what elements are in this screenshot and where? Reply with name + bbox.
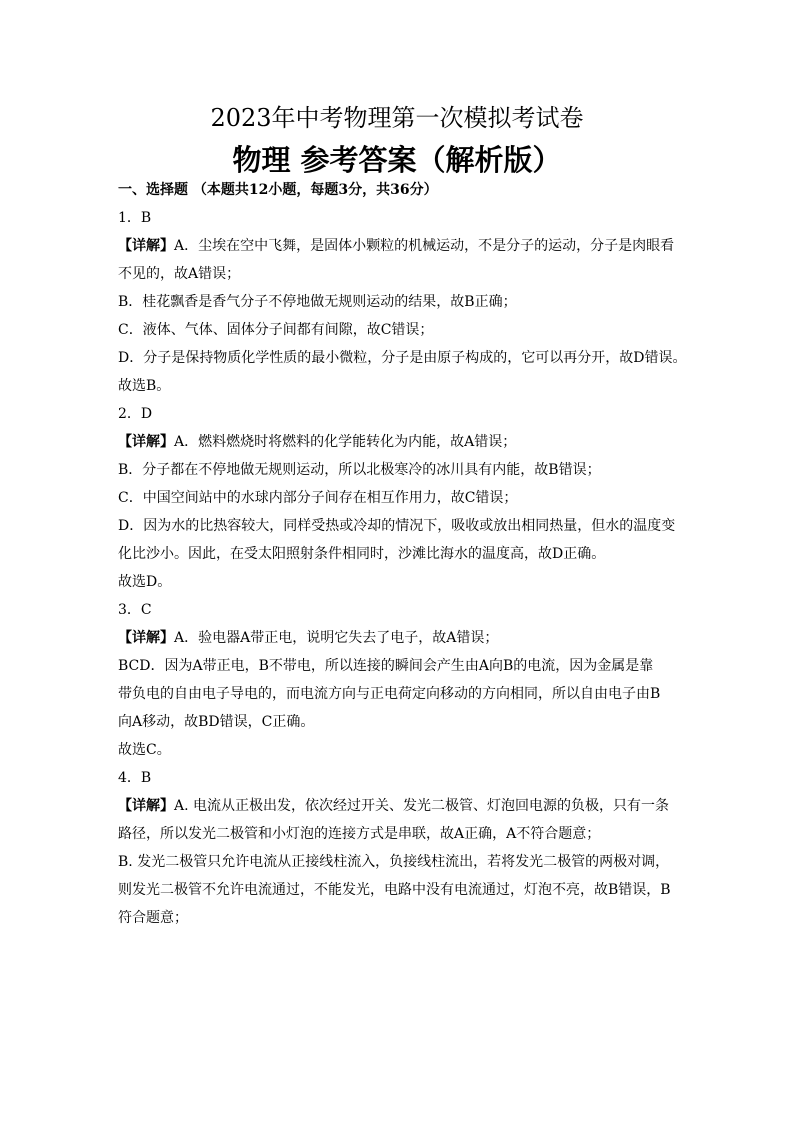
exam-title: 2023年中考物理第一次模拟考试卷	[210, 104, 584, 132]
explanation-line: 不见的，故A错误；	[118, 266, 241, 282]
answer-subtitle: 物理 参考答案（解析版）	[232, 143, 562, 177]
explanation-text: A．燃料燃烧时将燃料的化学能转化为内能，故A错误；	[174, 434, 517, 450]
explanation-line: 带负电的自由电子导电的，而电流方向与正电荷定向移动的方向相同，所以自由电子由B	[118, 686, 661, 702]
explanation-line: BCD．因为A带正电，B不带电，所以连接的瞬间会产生由A向B的电流，因为金属是靠	[118, 658, 654, 674]
explanation-line: 化比沙小。因此，在受太阳照射条件相同时，沙滩比海水的温度高，故D正确。	[118, 546, 606, 562]
explanation-line	[118, 628, 706, 648]
explanation-line: D．分子是保持物质化学性质的最小微粒，分子是由原子构成的，它可以再分开，故D错误。	[118, 350, 687, 366]
answer-content	[118, 180, 706, 936]
question-block-1	[118, 208, 706, 396]
explanation-text: A．尘埃在空中飞舞，是固体小颗粒的机械运动，不是分子的运动，分子是肉眼看	[174, 238, 675, 254]
question-answer: 2．D	[118, 406, 153, 422]
explanation-line: B．桂花飘香是香气分子不停地做无规则运动的结果，故B正确；	[118, 294, 517, 310]
detail-tag: 【详解】	[118, 630, 174, 646]
explanation-text: A. 电流从正极出发，依次经过开关、发光二极管、灯泡回电源的负极，只有一条	[174, 798, 670, 814]
conclusion-line: 故选B。	[118, 378, 171, 394]
explanation-line: C．中国空间站中的水球内部分子间存在相互作用力，故C错误；	[118, 490, 518, 506]
explanation-line: D．因为水的比热容较大，同样受热或冷却的情况下，吸收或放出相同热量，但水的温度变	[118, 518, 676, 534]
conclusion-line: 故选C。	[118, 742, 171, 758]
question-answer: 4．B	[118, 770, 152, 786]
explanation-text: A．验电器A带正电，说明它失去了电子，故A错误；	[174, 630, 499, 646]
explanation-line: C．液体、气体、固体分子间都有间隙，故C错误；	[118, 322, 434, 338]
explanation-line	[118, 432, 706, 452]
explanation-line: 则发光二极管不允许电流通过，不能发光，电路中没有电流通过，灯泡不亮，故B错误，B	[118, 882, 671, 898]
explanation-line: B．分子都在不停地做无规则运动，所以北极寒冷的冰川具有内能，故B错误；	[118, 462, 601, 478]
question-block-4	[118, 768, 706, 928]
conclusion-line: 故选D。	[118, 574, 172, 590]
question-answer: 3．C	[118, 602, 152, 618]
question-block-2	[118, 404, 706, 592]
detail-tag: 【详解】	[118, 238, 174, 254]
explanation-line	[118, 796, 706, 816]
explanation-line: 路径，所以发光二极管和小灯泡的连接方式是串联，故A正确，A不符合题意；	[118, 826, 601, 842]
explanation-line: 符合题意；	[118, 910, 188, 926]
question-answer: 1．B	[118, 210, 152, 226]
question-block-3	[118, 600, 706, 760]
detail-tag: 【详解】	[118, 434, 174, 450]
detail-tag: 【详解】	[118, 798, 174, 814]
explanation-line	[118, 236, 706, 256]
section-heading: 一、选择题 （本题共12小题，每题3分，共36分）	[118, 182, 438, 198]
explanation-line: 向A移动，故BD错误，C正确。	[118, 714, 315, 730]
explanation-line: B. 发光二极管只允许电流从正接线柱流入，负接线柱流出，若将发光二极管的两极对调，	[118, 854, 670, 870]
